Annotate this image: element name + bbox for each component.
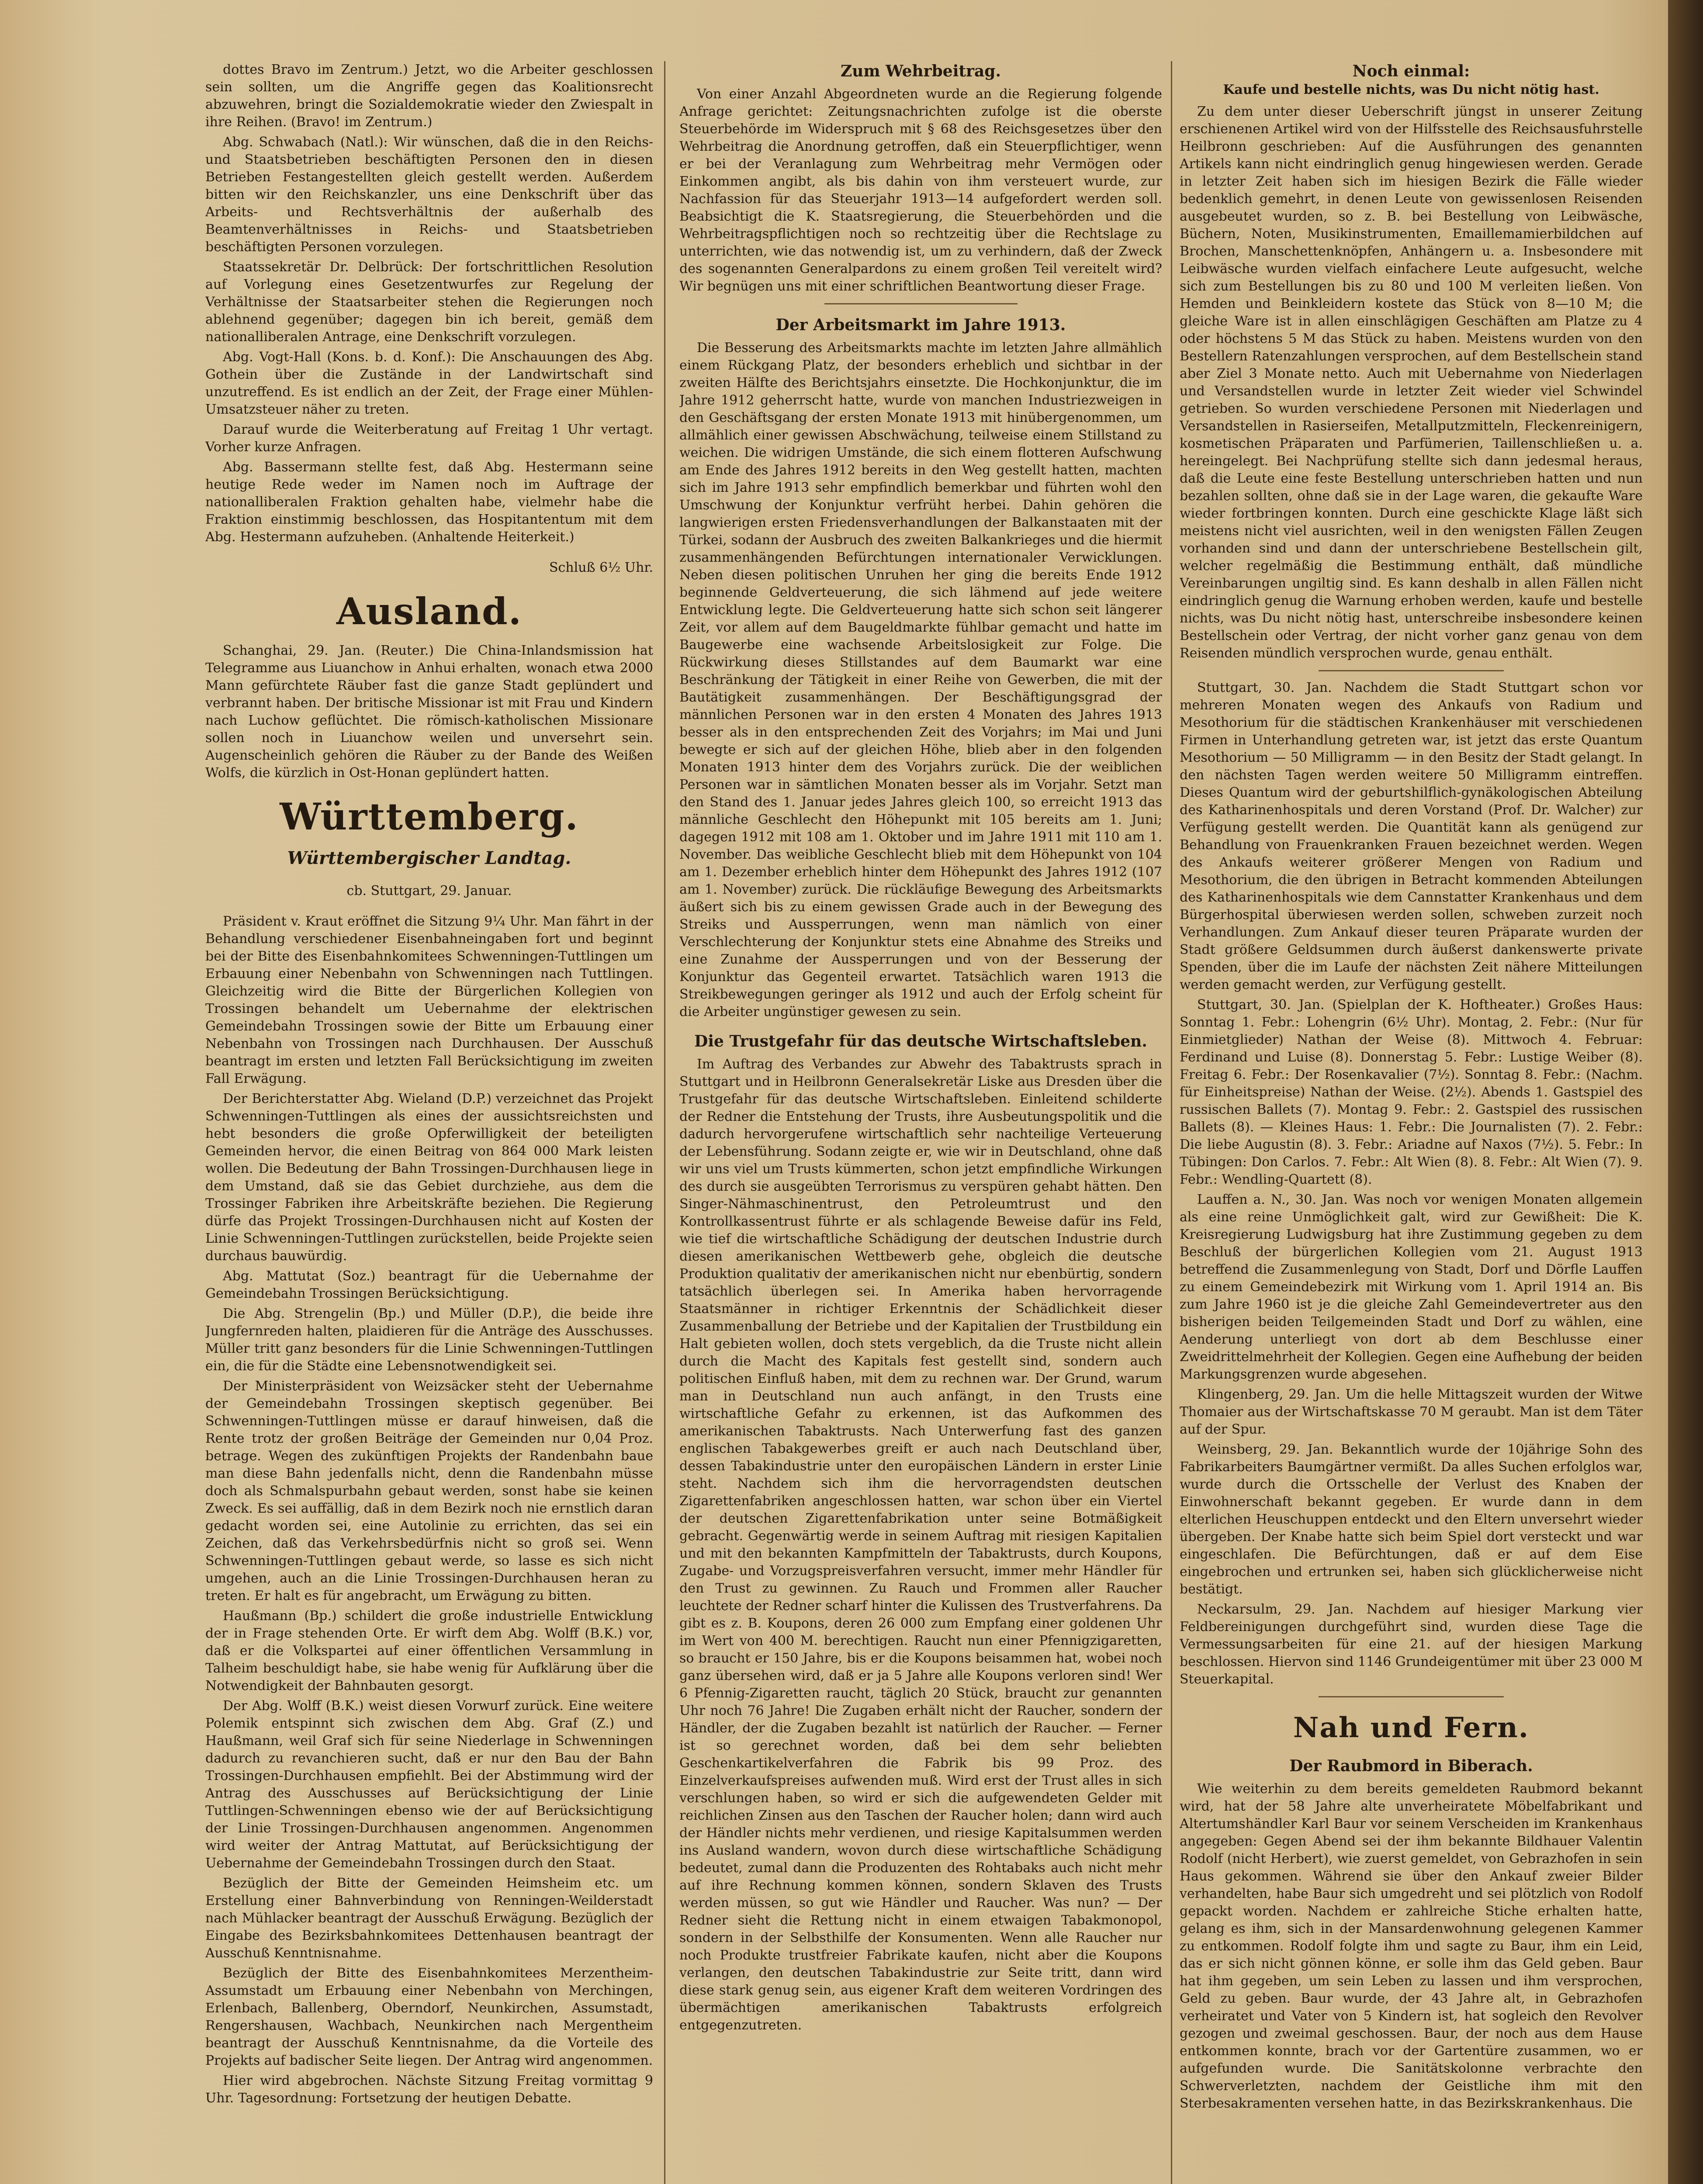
article-paragraph: Hier wird abgebrochen. Nächste Sitzung Freitag vormittag 9 Uhr. Tagesordnung: Fortsetzung der heutigen Debatte. xyxy=(205,2073,653,2106)
article-paragraph: Zu dem unter dieser Ueberschrift jüngst in unserer Zeitung erschienenen Artikel wird von der Hilfsstelle des Reichsausfuhrstelle Heilbronn geschrieben: Auf die Ausführungen des genannten Artikels kann nicht eindringlich genug hingewiesen werden. Gerade in letzter Zeit haben sich im hiesigen Bezirk die Fälle wieder bedenklich gemehrt, in denen Leute von gewissenlosen Reisenden ausgebeutet wurden, so z. B. bei Bestellung von Leibwäsche, Büchern, Noten, Musikinstrumenten, Emaillemamierbildchen auf Brochen, Manschettenknöpfen, Anhängern u. a. Insbesondere mit Leibwäsche wurden vielfach einfachere Leute aufgesucht, welche sich zum Bestellungen bis zu 80 und 100 M verleiten ließen. Von Hemden und Beinkleidern kostete das Stück von 8—10 M; die gleiche Ware ist in allen einschlägigen Geschäften am Platze zu 4 oder höchstens 5 M das Stück zu haben. Meistens wurden von den Bestellern Ratenzahlungen versprochen, auf dem Bestellschein stand aber Ziel 3 Monate netto. Auch mit Uebernahme von Niederlagen und Versandstellen wurde in letzter Zeit wieder viel Schwindel getrieben. So wurden verschiedene Personen mit Niederlagen und Versandstellen in Rasierseifen, Metallputzmitteln, Fleckenreinigern, kosmetischen Präparaten und Parfümerien, Taillenschließen u. a. hereingelegt. Bei Nachprüfung stellte sich dann jedesmal heraus, daß die Leute eine feste Bestellung unterschrieben hatten und nun bezahlen sollten, ohne daß sie in der Lage waren, die gekaufte Ware wieder fortbringen konnten. Durch eine geschickte Klage läßt sich meistens nicht viel ausrichten, weil in den wenigsten Fällen Zeugen vorhanden sind und dann der unterschriebene Bestellschein gilt, welcher regelmäßig die Bestimmung enthält, daß mündliche Vereinbarungen ungiltig sind. Es kann deshalb in allen Fällen nicht eindringlich genug die Warnung erhoben werden, kaufe und bestelle nichts, was Du nicht nötig hast, unterschreibe insbesondere keinen Bestellschein oder Vertrag, der nicht vorher ganz genau von dem Reisenden mündlich versprochen wurde, genau enthält. xyxy=(1180,104,1643,661)
article-title-landtag: Württembergischer Landtag. xyxy=(287,848,571,868)
article-paragraph: Abg. Schwabach (Natl.): Wir wünschen, daß die in den Reichs- und Staatsbetrieben beschäftigten Personen den in diesen Betrieben Festangestellten gleich gestellt werden. Außerdem bitten wir den Reichskanzler, uns eine Denkschrift über das Arbeits- und Rechtsverhältnis der außerhalb des Beamtenverhältnisses in Reichs- und Staatsbetrieben beschäftigten Personen vorzulegen. xyxy=(205,135,653,255)
article-paragraph: dottes Bravo im Zentrum.) Jetzt, wo die Arbeiter geschlossen sein sollten, um die Angriffe gegen das Koalitionsrecht abzuwehren, bringt die Sozialdemokratie wieder den Zwiespalt in ihre Reihen. (Bravo! im Zentrum.) xyxy=(205,62,653,130)
column-middle xyxy=(679,61,1162,2184)
article-paragraph: Präsident v. Kraut eröffnet die Sitzung 9¼ Uhr. Man fährt in der Behandlung verschiedener Eisenbahneingaben fort und beginnt bei der Bitte des Eisenbahnkomitees Schwenningen-Tuttlingen um Erbauung einer Nebenbahn von Schwenningen nach Tuttlingen. Gleichzeitig wird die Bitte der Bürgerlichen Kollegien von Trossingen behandelt um Uebernahme der elektrischen Gemeindebahn Trossingen sowie der Bitte um Erbauung einer Nebenbahn von Trossingen nach Durchhausen. Der Ausschuß beantragt im ersten und letzten Fall Berücksichtigung im zweiten Fall Erwägung. xyxy=(205,914,653,1086)
article-paragraph: Lauffen a. N., 30. Jan. Was noch vor wenigen Monaten allgemein als eine reine Unmöglichkeit galt, wird zur Gewißheit: Die K. Kreisregierung Ludwigsburg hat ihre Zustimmung gegeben zu dem Beschluß der bürgerlichen Kollegien vom 21. August 1913 betreffend die Zusammenlegung von Stadt, Dorf und Dörfle Lauffen zu einem Gemeindebezirk mit Wirkung vom 1. April 1914 an. Bis zum Jahre 1960 ist je die gleiche Zahl Gemeindevertreter aus den bisherigen beiden Teilgemeinden Stadt und Dorf zu wählen, eine Aenderung unterliegt von dort ab dem Beschlusse einer Zweidrittelmehrheit der Kollegien. Gegen eine Aufhebung der beiden Markungsgrenzen wurde abgesehen. xyxy=(1180,1192,1643,1382)
article-paragraph: Abg. Vogt-Hall (Kons. b. d. Konf.): Die Anschauungen des Abg. Gothein über die Zustände in der Landwirtschaft sind unzutreffend. Es ist endlich an der Zeit, der Frage einer Mühlen-Umsatzsteuer näher zu treten. xyxy=(205,349,653,417)
column-left xyxy=(205,61,653,2184)
column-right xyxy=(1180,61,1643,2184)
article-paragraph: Der Ministerpräsident von Weizsäcker steht der Uebernahme der Gemeindebahn Trossingen skeptisch gegenüber. Bei Schwenningen-Tuttlingen müsse er darauf hinweisen, daß die Rente trotz der großen Beiträge der Gemeinden nur 0,04 Proz. betrage. Wegen des zukünftigen Projekts der Randenbahn baue man diese Bahn jedenfalls nicht, denn die Randenbahn müsse doch als Schmalspurbahn gebaut werden, sonst habe sie keinen Zweck. Es sei auffällig, daß in dem Bezirk noch nie ernstlich daran gedacht worden sei, eine Autolinie zu errichten, das sei ein Zeichen, daß das Verkehrsbedürfnis nicht so groß sei. Wenn Schwenningen-Tuttlingen gebaut werde, so lasse es sich nicht umgehen, auch an die Linie Trossingen-Durchhausen heran zu treten. Er halt es für angebracht, um Erwägung zu bitten. xyxy=(205,1379,653,1603)
article-paragraph: Staatssekretär Dr. Delbrück: Der fortschrittlichen Resolution auf Vorlegung eines Gesetzentwurfes zur Regelung der Verhältnisse der Staatsarbeiter stehen die Regierungen noch ablehnend gegenüber; dagegen bin ich bereit, gemäß dem nationalliberalen Antrage, eine Denkschrift vorzulegen. xyxy=(205,259,653,345)
article-paragraph: Abg. Bassermann stellte fest, daß Abg. Hestermann seine heutige Rede weder im Namen noch im Auftrage der nationalliberalen Fraktion gehalten habe, vielmehr habe die Fraktion einstimmig beschlossen, das Hospitantentum mit dem Abg. Hestermann aufzuheben. (Anhaltende Heiterkeit.) xyxy=(205,460,653,545)
article-title-raubmord: Der Raubmord in Biberach. xyxy=(1289,1757,1533,1775)
section-title-nah-fern: Nah und Fern. xyxy=(1293,1711,1530,1744)
article-divider xyxy=(1319,1696,1504,1697)
section-title-ausland: Ausland. xyxy=(336,590,522,633)
article-subtitle: Kaufe und bestelle nichts, was Du nicht nötig hast. xyxy=(1223,82,1599,97)
article-paragraph: Von einer Anzahl Abgeordneten wurde an die Regierung folgende Anfrage gerichtet: Zeitungsnachrichten zufolge ist die oberste Steuerbehörde im Widerspruch mit § 68 des Reichsgesetzes über den Wehrbeitrag die Anordnung getroffen, daß ein Steuerpflichtiger, wenn er bei der Veranlagung zum Wehrbeitrag mehr Vermögen oder Einkommen angibt, als bis dahin von ihm versteuert wurde, zur Nachfassion für das Steuerjahr 1913—14 aufgefordert werden soll. Beabsichtigt die K. Staatsregierung, die Steuerbehörden und die Wehrbeitragspflichtigen noch so rechtzeitig über die Rechtslage zu unterrichten, wie das notwendig ist, um zu verhindern, daß der Zweck des sogenannten Generalpardons zu einem großen Teil vereitelt wird? Wir begnügen uns mit einer schriftlichen Beantwortung dieser Frage. xyxy=(679,86,1162,294)
article-title-arbeitsmarkt: Der Arbeitsmarkt im Jahre 1913. xyxy=(775,316,1066,334)
article-paragraph: Der Abg. Wolff (B.K.) weist diesen Vorwurf zurück. Eine weitere Polemik entspinnt sich zwischen dem Abg. Graf (Z.) und Haußmann, weil Graf sich für seine Niederlage in Schwenningen dadurch zu revanchieren sucht, daß er nur den Bau der Bahn Trossingen-Durchhausen empfiehlt. Bei der Abstimmung wird der Antrag des Ausschusses auf Berücksichtigung der Linie Tuttlingen-Schwenningen ebenso wie der auf Berücksichtigung der Linie Trossingen-Durchhausen angenommen. Angenommen wird weiter der Antrag Mattutat, auf Berücksichtigung der Uebernahme der Gemeindebahn Trossingen durch den Staat. xyxy=(205,1698,653,1871)
article-paragraph: Bezüglich der Bitte der Gemeinden Heimsheim etc. um Erstellung einer Bahnverbindung von Renningen-Weilderstadt nach Mühlacker beantragt der Ausschuß Erwägung. Bezüglich der Eingabe des Bezirksbahnkomitees Dettenhausen beantragt der Ausschuß Kenntnisnahme. xyxy=(205,1876,653,1961)
article-paragraph: Haußmann (Bp.) schildert die große industrielle Entwicklung der in Frage stehenden Orte. Er wirft dem Abg. Wolff (B.K.) vor, daß er die Volkspartei auf einer öffentlichen Versammlung in Talheim beschuldigt habe, sie habe wenig für Aufklärung über die Notwendigkeit der Bahnbauten gesorgt. xyxy=(205,1608,653,1693)
session-end-note: Schluß 6½ Uhr. xyxy=(549,560,653,575)
book-binding xyxy=(1668,0,1703,2184)
article-paragraph: Klingenberg, 29. Jan. Um die helle Mittagszeit wurden der Witwe Thomaier aus der Wirtschaftskasse 70 M geraubt. Man ist dem Täter auf der Spur. xyxy=(1180,1387,1643,1437)
article-paragraph: Abg. Mattutat (Soz.) beantragt für die Uebernahme der Gemeindebahn Trossingen Berücksichtigung. xyxy=(205,1268,653,1301)
article-paragraph: Die Abg. Strengelin (Bp.) und Müller (D.P.), die beide ihre Jungfernreden halten, plaidieren für die Anträge des Ausschusses. Müller tritt ganz besonders für die Linie Schwenningen-Tuttlingen ein, die für die Städte eine Lebensnotwendigkeit sei. xyxy=(205,1306,653,1374)
article-paragraph: Im Auftrag des Verbandes zur Abwehr des Tabaktrusts sprach in Stuttgart und in Heilbronn Generalsekretär Liske aus Dresden über die Trustgefahr für das deutsche Wirtschaftsleben. Einleitend schilderte der Redner die Entstehung der Trusts, ihre Ausbeutungspolitik und die dadurch hervorgerufene wirtschaftlich sehr nachteilige Verteuerung der Lebensführung. Sodann zeigte er, wie wir in Deutschland, ohne daß wir uns viel um Trusts kümmerten, schon jetzt empfindliche Wirkungen des durch sie ausgeübten Terrorismus zu verspüren gehabt hätten. Den Singer-Nähmaschinentrust, den Petroleumtrust und den Kontrollkassentrust führte er als schlagende Beweise dafür ins Feld, wie tief die wirtschaftliche Schädigung der deutschen Industrie durch diesen amerikanischen Wettbewerb gehe, obgleich die deutsche Produktion qualitativ der amerikanischen nicht nur ebenbürtig, sondern tatsächlich überlegen sei. In Amerika haben hervorragende Staatsmänner in richtiger Erkenntnis der Schädlichkeit dieser Zusammenballung der Betriebe und der Kapitalien der Trustbildung ein Halt gebieten wollen, doch stets vergeblich, da die Truste nicht allein durch die Macht des Kapitals fest gestellt sind, sondern auch politischen Einfluß haben, mit dem zu rechnen war. Der Grund, warum man in Deutschland nun auch anfängt, in den Trusts eine wirtschaftliche Gefahr zu erkennen, ist das Aufkommen des amerikanischen Tabaktrusts. Nach Unterwerfung fast des ganzen englischen Tabakgewerbes greift er auch nach Deutschland über, dessen Tabakindustrie unter den europäischen Ländern in erster Linie steht. Nachdem sich ihm die hervorragendsten deutschen Zigarettenfabriken angeschlossen hatten, war schon über ein Viertel der deutschen Zigarettenfabrikation unter seine Botmäßigkeit gebracht. Gegenwärtig werde in seinem Auftrag mit riesigen Kapitalien und mit den bekannten Kampfmitteln der Tabaktrusts, durch Koupons, Zugabe- und Vorzugspreisverfahren versucht, immer mehr Händler für den Trust zu gewinnen. Zu Rauch und Frommen aller Raucher leuchtete der Redner scharf hinter die Kulissen des Trustverfahrens. Da gibt es z. B. Koupons, deren 26 000 zum Empfang einer goldenen Uhr im Wert von 400 M. berechtigen. Raucht nun einer Pfennigzigaretten, so braucht er 150 Jahre, bis er die Koupons beisammen hat, wobei noch ganz übersehen wird, daß er ja 5 Jahre alle Koupons verloren sind! Wer 6 Pfennig-Zigaretten raucht, täglich 20 Stück, braucht zur genannten Uhr noch 76 Jahre! Die Zugaben erhält nicht der Raucher, sondern der Händler, der die Zugaben bezahlt ist natürlich der Raucher. — Ferner ist so gerechnet worden, daß bei dem sehr beliebten Geschenkartikelverfahren die Fabrik bis 99 Proz. des Einzelverkaufspreises aufwenden muß. Wird erst der Trust alles in sich verschlungen haben, so wird er sich die aufgewendeten Gelder mit reichlichen Zinsen aus den Taschen der Raucher holen; dann wird auch der Händler nichts mehr verdienen, und riesige Kapitalsummen werden ins Ausland wandern, wovon durch diese wirtschaftliche Schädigung bedeutet, zumal dann die Produzenten des Rohtabaks auch nicht mehr auf ihre Rechnung kommen können, sondern Sklaven des Trusts werden müssen, so gut wie Händler und Raucher. Was nun? — Der Redner sieht die Rettung nicht in einem etwaigen Tabakmonopol, sondern in der Selbsthilfe der Konsumenten. Wenn alle Raucher nur noch Produkte trustfreier Fabrikate kaufen, nicht aber die Koupons verlangen, den deutschen Tabakindustrie zur Seite tritt, dann wird diese stark genug sein, aus eigener Kraft dem weiteren Vordringen des übermächtigen amerikanischen Tabaktrusts erfolgreich entgegenzutreten. xyxy=(679,1057,1162,2033)
article-paragraph: Darauf wurde die Weiterberatung auf Freitag 1 Uhr vertagt. Vorher kurze Anfragen. xyxy=(205,422,653,455)
article-title-trustgefahr: Die Trustgefahr für das deutsche Wirtschaftsleben. xyxy=(694,1032,1147,1051)
article-title-wehrbeitrag: Zum Wehrbeitrag. xyxy=(841,62,1001,80)
article-paragraph: Stuttgart, 30. Jan. Nachdem die Stadt Stuttgart schon vor mehreren Monaten wegen des Ankaufs von Radium und Mesothorium für die städtischen Krankenhäuser mit verschiedenen Firmen in Unterhandlung getreten war, ist jetzt das erste Quantum Mesothorium — 50 Milligramm — in den Besitz der Stadt gelangt. In den nächsten Tagen werden weitere 50 Milligramm eintreffen. Dieses Quantum wird der geburtshilflich-gynäkologischen Abteilung des Katharinenhospitals und deren Vorstand (Prof. Dr. Walcher) zur Verfügung gestellt werden. Die Quantität kann als genügend zur Behandlung von Frauenkranken Frauen bezeichnet werden. Wegen des Ankaufs weiterer größerer Mengen von Radium und Mesothorium, die den übrigen in Betracht kommenden Abteilungen des Katharinenhospitals wie dem Cannstatter Krankenhaus und dem Bürgerhospital überwiesen werden sollen, schweben zurzeit noch Verhandlungen. Zum Ankauf dieser teuren Präparate wurden der Stadt größere Geldsummen durch äußerst dankenswerte private Spenden, über die im Laufe der nächsten Zeit nähere Mitteilungen werden gemacht werden, zur Verfügung gestellt. xyxy=(1180,680,1643,992)
article-divider xyxy=(824,303,1018,304)
dateline: cb. Stuttgart, 29. Januar. xyxy=(346,883,512,898)
article-paragraph: Weinsberg, 29. Jan. Bekanntlich wurde der 10jährige Sohn des Fabrikarbeiters Baumgärtner vermißt. Da alles Suchen erfolglos war, wurde durch die Ortsschelle der Verlust des Knaben der Einwohnerschaft bekannt gegeben. Er wurde dann in dem elterlichen Heuschuppen entdeckt und den Eltern unversehrt wieder übergeben. Der Knabe hatte sich beim Spiel dort versteckt und war eingeschlafen. Die Befürchtungen, daß er auf dem Eise eingebrochen und ertrunken sei, haben sich glücklicherweise nicht bestätigt. xyxy=(1180,1442,1643,1597)
article-paragraph: Wie weiterhin zu dem bereits gemeldeten Raubmord bekannt wird, hat der 58 Jahre alte unverheiratete Möbelfabrikant und Altertumshändler Karl Baur vor seinem Verscheiden im Krankenhaus angegeben: Gegen Abend sei der ihm bekannte Bildhauer Valentin Rodolf (nicht Herbert), wie zuerst gemeldet, von Gebrazhofen in sein Haus gekommen. Während sie über den Ankauf zweier Bilder verhandelten, habe Baur sich umgedreht und sei plötzlich von Rodolf gepackt worden. Nachdem er zahlreiche Stiche erhalten hatte, gelang es ihm, sich in der Mansardenwohnung gelegenen Kammer zu entkommen. Rodolf folgte ihm und sagte zu Baur, ihm ein Leid, das er sich nicht gönnen könne, er solle ihm das Geld geben. Baur hat ihm gegeben, um sein Leben zu lassen und ihm versprochen, Geld zu geben. Baur wurde, der 43 Jahre alt, in Gebrazhofen verheiratet und Vater von 5 Kindern ist, hat sogleich den Revolver gezogen und zweimal geschossen. Baur, der noch aus dem Hause entkommen konnte, brach vor der Gartentüre zusammen, wo er aufgefunden wurde. Die Sanitätskolonne verbrachte den Schwerverletzten, nachdem der Geistliche ihm mit den Sterbesakramenten versehen hatte, in das Bezirkskrankenhaus. Die xyxy=(1180,1781,1643,2111)
column-rule-2 xyxy=(1171,61,1172,2184)
column-rule-1 xyxy=(664,61,665,2184)
article-paragraph: Neckarsulm, 29. Jan. Nachdem auf hiesiger Markung vier Feldbereinigungen durchgeführt sind, wurden diese Tage die Vermessungsarbeiten für eine 21. auf der hiesigen Markung beschlossen. Hiervon sind 1146 Grundeigentümer mit über 23 000 M Steuerkapital. xyxy=(1180,1602,1643,1687)
article-paragraph: Schanghai, 29. Jan. (Reuter.) Die China-Inlandsmission hat Telegramme aus Liuanchow in Anhui erhalten, wonach etwa 2000 Mann gefürchtete Räuber fast die ganze Stadt geplündert und verbrannt haben. Der britische Missionar ist mit Frau und Kindern nach Luchow geflüchtet. Die römisch-katholischen Missionare sollen noch in Liuanchow weilen und unversehrt sein. Augenscheinlich gehören die Räuber zu der Bande des Weißen Wolfs, die kürzlich in Ost-Honan geplündert hatten. xyxy=(205,643,653,781)
article-divider xyxy=(1319,670,1504,671)
article-paragraph: Die Besserung des Arbeitsmarkts machte im letzten Jahre allmählich einem Rückgang Platz, der besonders erheblich und sichtbar in der zweiten Hälfte des Berichtsjahrs einsetzte. Die Hochkonjunktur, die im Jahre 1912 geherrscht hatte, wurde von manchen Industriezweigen in den Geschäftsgang der ersten Monate 1913 mit hinübergenommen, um allmählich einer gewissen Abschwächung, teilweise einem Stillstand zu weichen. Die widrigen Umstände, die sich einem flotteren Aufschwung am Ende des Jahres 1912 bereits in den Weg gestellt hatten, machten sich im Jahre 1913 sehr empfindlich bemerkbar und führten wohl den Umschwung der Konjunktur verfrüht herbei. Dahin gehören die langwierigen ersten Friedensverhandlungen der Balkanstaaten mit der Türkei, sodann der Ausbruch des zweiten Balkankrieges und die hiermit zusammenhängenden Befürchtungen internationaler Verwicklungen. Neben diesen politischen Unruhen her ging die bereits Ende 1912 beginnende Geldverteuerung, die sich lähmend auf jede weitere Entwicklung legte. Die Geldverteuerung hatte sich schon seit längerer Zeit, vor allem auf dem Baugeldmarkte fühlbar gemacht und hatte im Baugewerbe eine wachsende Arbeitslosigkeit zur Folge. Die Rückwirkung dieses Stillstandes auf dem Baumarkt war eine Beschränkung der Tätigkeit in einer Reihe von Gewerben, die mit der Bautätigkeit zusammenhängen. Der Beschäftigungsgrad der männlichen Personen war in den ersten 4 Monaten des Jahres 1913 besser als in den entsprechenden Zeit des Vorjahrs; im Mai und Juni bewegte er sich auf der gleichen Höhe, blieb aber in den folgenden Monaten 1913 hinter dem des Vorjahrs zurück. Die der weiblichen Personen war in sämtlichen Monaten besser als im Vorjahr. Setzt man den Stand des 1. Januar jedes Jahres gleich 100, so erreicht 1913 das männliche Geschlecht den Höhepunkt mit 105 bereits am 1. Juni; dagegen 1912 mit 108 am 1. Oktober und im Jahre 1911 mit 110 am 1. November. Das weibliche Geschlecht blieb mit dem Höhepunkt von 104 am 1. Dezember erheblich hinter dem Höhepunkt des Jahres 1912 (107 am 1. November) zurück. Die rückläufige Bewegung des Arbeitsmarkts äußert sich bis zu einem gewissen Grade auch in der Bewegung des Streiks und Aussperrungen, wenn man nämlich von einer Verschlechterung der Konjunktur stets eine Abnahme des Streiks und eine Zunahme der Aussperrungen und von der Besserung der Konjunktur das Gegenteil erwartet. Tatsächlich waren 1913 die Streikbewegungen geringer als 1912 und auch der Erfolg scheint für die Arbeiter ungünstiger gewesen zu sein. xyxy=(679,340,1162,1019)
article-paragraph: Stuttgart, 30. Jan. (Spielplan der K. Hoftheater.) Großes Haus: Sonntag 1. Febr.: Lohengrin (6½ Uhr). Montag, 2. Febr.: (Nur für Einmietglieder) Nathan der Weise (8). Mittwoch 4. Februar: Ferdinand und Luise (8). Donnerstag 5. Febr.: Lustige Weiber (8). Freitag 6. Febr.: Der Rosenkavalier (7½). Sonntag 8. Febr.: (Nachm. für Einheitspreise) Nathan der Weise. (2½). Abends 1. Gastspiel des russischen Ballets (7). Montag 9. Febr.: 2. Gastspiel des russischen Ballets (8). — Kleines Haus: 1. Febr.: Die Journalisten (7). 2. Febr.: Die liebe Augustin (8). 3. Febr.: Ariadne auf Naxos (7½). 5. Febr.: In Tübingen: Don Carlos. 7. Febr.: Alt Wien (8). 8. Febr.: Alt Wien (7). 9. Febr.: Wendling-Quartett (8). xyxy=(1180,997,1643,1187)
article-title-noch-einmal: Noch einmal: xyxy=(1352,62,1470,80)
section-title-wuerttemberg: Württemberg. xyxy=(280,795,579,838)
article-paragraph: Bezüglich der Bitte des Eisenbahnkomitees Merzentheim-Assumstadt um Erbauung einer Nebenbahn von Merchingen, Erlenbach, Ballenberg, Oberndorf, Neunkirchen, Assumstadt, Rengershausen, Wachbach, Neunkirchen nach Mergentheim beantragt der Ausschuß Kenntnisnahme, da die Vorteile des Projekts auf badischer Seite liegen. Der Antrag wird angenommen. xyxy=(205,1966,653,2068)
article-paragraph: Der Berichterstatter Abg. Wieland (D.P.) verzeichnet das Projekt Schwenningen-Tuttlingen als eines der aussichtsreichsten und hebt besonders die große Opferwilligkeit der beteiligten Gemeinden hervor, die einen Beitrag von 864 000 Mark leisten wollen. Die Bedeutung der Bahn Trossingen-Durchhausen liege in dem Umstand, daß sie das Gebiet durchziehe, aus dem die Trossinger Fabriken ihre Arbeitskräfte beziehen. Die Regierung dürfe das Projekt Trossingen-Durchhausen nicht auf Kosten der Linie Schwenningen-Tuttlingen zurückstellen, beide Projekte seien durchaus bauwürdig. xyxy=(205,1091,653,1264)
